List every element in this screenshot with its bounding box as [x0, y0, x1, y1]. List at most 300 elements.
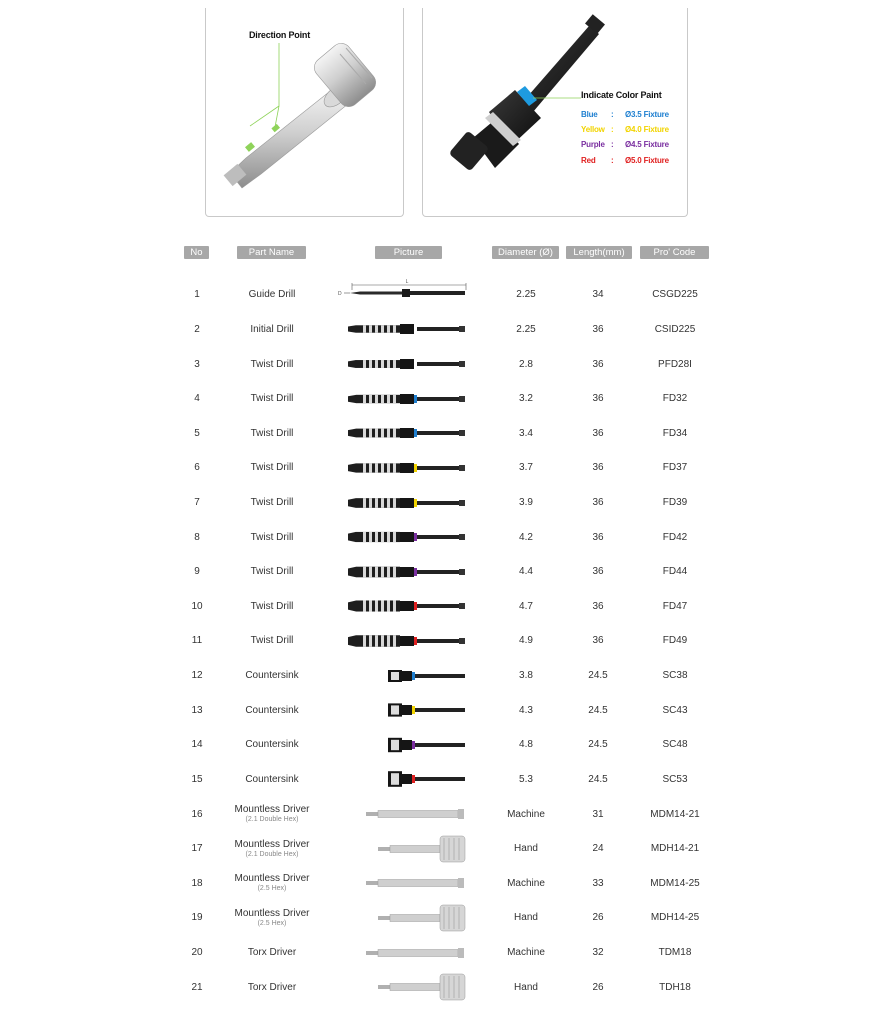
- drill-color-band: [414, 568, 417, 576]
- drill-collar: [400, 498, 414, 508]
- cell-code: [638, 762, 712, 797]
- diameter-value: 3.9: [519, 497, 533, 509]
- drill-depth-mark: [375, 360, 378, 368]
- table-row: [0, 312, 893, 347]
- drill-collar: [400, 567, 414, 577]
- cell-length: [564, 693, 632, 728]
- legend-row: [581, 140, 669, 149]
- cell-diameter: [490, 693, 562, 728]
- tool-picture: [330, 936, 475, 970]
- row-number: 1: [194, 289, 200, 301]
- cell-diameter: [490, 451, 562, 486]
- cell-no: [176, 831, 218, 866]
- dimension-l-label: L: [405, 278, 409, 285]
- cell-code: [638, 520, 712, 555]
- cell-length: [564, 970, 632, 1005]
- drill-shaft: [417, 535, 465, 539]
- cell-length: [564, 658, 632, 693]
- driver-shaft: [378, 949, 458, 956]
- part-spec: (2.1 Double Hex): [245, 816, 299, 824]
- cell-diameter: [490, 520, 562, 555]
- drill-tip: [348, 566, 356, 577]
- table-row: [0, 901, 893, 936]
- cell-picture: [330, 451, 475, 486]
- row-number: 10: [191, 600, 203, 612]
- drill-depth-mark: [375, 498, 378, 508]
- cell-picture: [330, 693, 475, 728]
- driver-tip: [378, 916, 390, 920]
- length-value: 36: [592, 462, 604, 474]
- cell-picture: [330, 866, 475, 901]
- cell-diameter: [490, 381, 562, 416]
- driver-shaft: [378, 880, 458, 887]
- cell-length: [564, 831, 632, 866]
- drill-depth-mark: [375, 463, 378, 472]
- legend-colon: :: [611, 125, 614, 135]
- drill-depth-mark: [387, 463, 390, 472]
- part-name: Twist Drill: [250, 393, 294, 405]
- cell-part-name: [222, 554, 322, 589]
- drill-depth-mark: [375, 429, 378, 438]
- drill-end: [459, 396, 465, 402]
- cell-diameter: [490, 347, 562, 382]
- drill-color-band: [414, 499, 417, 507]
- tool-picture: [330, 555, 475, 589]
- driver-end: [458, 809, 464, 819]
- cell-no: [176, 866, 218, 901]
- table-row: [0, 935, 893, 970]
- diameter-value: 4.8: [519, 739, 533, 751]
- length-value: 36: [592, 635, 604, 647]
- drill-collar: [400, 394, 414, 404]
- driver-tip: [378, 847, 390, 851]
- drill-collar: [400, 428, 414, 438]
- diameter-value: 2.25: [516, 289, 536, 301]
- drill-depth-mark: [363, 360, 366, 368]
- cell-picture: [330, 970, 475, 1005]
- drill-end: [459, 638, 465, 644]
- drill-color-band: [414, 533, 417, 541]
- table-row: [0, 797, 893, 832]
- legend-fixture-size: Ø4.0 Fixture: [625, 125, 669, 135]
- length-value: 24.5: [588, 739, 608, 751]
- tool-picture: [330, 347, 475, 381]
- drill-collar: [400, 636, 414, 646]
- driver-end: [458, 948, 464, 958]
- part-name: Countersink: [245, 773, 299, 785]
- drill-depth-mark: [369, 532, 372, 542]
- table-row: [0, 866, 893, 901]
- cell-no: [176, 416, 218, 451]
- header-diameter: Diameter (Ø): [492, 246, 559, 259]
- cell-picture: [330, 416, 475, 451]
- drill-depth-mark: [363, 566, 366, 577]
- cell-diameter: [490, 658, 562, 693]
- cell-diameter: [490, 416, 562, 451]
- drill-tip: [348, 326, 356, 333]
- cell-diameter: [490, 935, 562, 970]
- part-name: Initial Drill: [250, 323, 294, 335]
- row-number: 18: [191, 877, 203, 889]
- cell-picture: [330, 278, 475, 313]
- header-code: Pro' Code: [640, 246, 709, 259]
- diameter-value: 2.25: [516, 323, 536, 335]
- length-value: 36: [592, 600, 604, 612]
- cell-picture: [330, 762, 475, 797]
- row-number: 15: [191, 773, 203, 785]
- drill-depth-mark: [393, 532, 396, 542]
- drill-depth-mark: [393, 635, 396, 647]
- cell-part-name: [222, 451, 322, 486]
- tool-picture: [330, 520, 475, 554]
- drill-shaft: [417, 501, 465, 505]
- tool-picture: [330, 624, 475, 658]
- table-row: [0, 693, 893, 728]
- tool-picture: [330, 832, 475, 866]
- part-name: Twist Drill: [250, 531, 294, 543]
- drill-shaft: [417, 431, 465, 435]
- diameter-value: 3.2: [519, 393, 533, 405]
- diameter-value: Hand: [514, 981, 538, 993]
- drill-end: [459, 361, 465, 367]
- legend-row: [581, 125, 669, 134]
- countersink-collar: [402, 671, 412, 681]
- legend-row: [581, 110, 669, 119]
- diameter-value: Machine: [507, 877, 545, 889]
- cell-length: [564, 485, 632, 520]
- cell-no: [176, 589, 218, 624]
- drill-shaft: [417, 604, 465, 608]
- length-value: 33: [592, 877, 604, 889]
- cell-part-name: [222, 658, 322, 693]
- drill-depth-mark: [381, 635, 384, 647]
- drill-depth-mark: [369, 429, 372, 438]
- diameter-value: 4.7: [519, 600, 533, 612]
- row-number: 13: [191, 704, 203, 716]
- cell-part-name: [222, 520, 322, 555]
- legend-row: [581, 156, 669, 165]
- diameter-value: 2.8: [519, 358, 533, 370]
- drill-depth-mark: [381, 532, 384, 542]
- drill-depth-mark: [381, 498, 384, 508]
- drill-depth-mark: [393, 326, 396, 333]
- legend-fixture-size: Ø3.5 Fixture: [625, 110, 669, 119]
- drill-depth-mark: [387, 360, 390, 368]
- cell-no: [176, 693, 218, 728]
- cell-length: [564, 381, 632, 416]
- drill-end: [459, 534, 465, 540]
- drill-depth-mark: [387, 326, 390, 333]
- cell-diameter: [490, 554, 562, 589]
- legend-color-name: Red: [581, 155, 596, 165]
- cell-length: [564, 312, 632, 347]
- drill-depth-mark: [369, 601, 372, 612]
- cell-code: [638, 312, 712, 347]
- drill-collar: [400, 532, 414, 542]
- drill-tip: [348, 394, 356, 402]
- cell-code: [638, 554, 712, 589]
- driver-tip: [378, 985, 390, 989]
- drill-depth-mark: [381, 360, 384, 368]
- cell-picture: [330, 624, 475, 659]
- diameter-value: 5.3: [519, 773, 533, 785]
- part-name: Mountless Driver: [234, 873, 310, 885]
- drill-depth-mark: [393, 463, 396, 472]
- product-code: SC38: [662, 670, 688, 682]
- countersink-color-band: [412, 775, 415, 783]
- part-name: Twist Drill: [250, 566, 294, 578]
- cell-no: [176, 728, 218, 763]
- cell-no: [176, 381, 218, 416]
- cell-diameter: [490, 728, 562, 763]
- cell-picture: [330, 901, 475, 936]
- length-value: 36: [592, 393, 604, 405]
- cell-picture: [330, 831, 475, 866]
- drill-depth-mark: [387, 532, 390, 542]
- cell-part-name: [222, 693, 322, 728]
- row-number: 12: [191, 670, 203, 682]
- table-row: [0, 416, 893, 451]
- cell-length: [564, 901, 632, 936]
- cell-length: [564, 278, 632, 313]
- cell-code: [638, 935, 712, 970]
- legend-fixture-size: Ø5.0 Fixture: [625, 155, 669, 165]
- part-name: Torx Driver: [247, 981, 297, 993]
- cell-part-name: [222, 866, 322, 901]
- part-name: Countersink: [245, 739, 299, 751]
- countersink-color-band: [412, 672, 415, 680]
- part-name: Mountless Driver: [234, 908, 310, 920]
- drill-tip: [348, 498, 356, 508]
- drill-depth-mark: [381, 566, 384, 577]
- cell-picture: [330, 520, 475, 555]
- product-code: MDM14-21: [650, 808, 700, 820]
- countersink-color-band: [412, 706, 415, 714]
- drill-tip: [348, 532, 356, 542]
- drill-depth-mark: [375, 326, 378, 333]
- part-name: Mountless Driver: [234, 838, 310, 850]
- countersink-collar: [402, 740, 412, 750]
- drill-depth-mark: [393, 429, 396, 438]
- cell-code: [638, 901, 712, 936]
- cell-part-name: [222, 416, 322, 451]
- drill-tip: [348, 429, 356, 438]
- countersink-shaft: [415, 777, 465, 781]
- row-number: 5: [194, 427, 200, 439]
- countersink-shaft: [415, 743, 465, 747]
- length-value: 32: [592, 947, 604, 959]
- drill-depth-mark: [381, 429, 384, 438]
- table-row: [0, 381, 893, 416]
- diameter-value: Machine: [507, 808, 545, 820]
- drill-depth-mark: [393, 394, 396, 402]
- length-value: 36: [592, 358, 604, 370]
- drill-depth-mark: [369, 498, 372, 508]
- drill-depth-mark: [381, 463, 384, 472]
- product-code: SC48: [662, 739, 688, 751]
- legend-colon: :: [611, 110, 614, 119]
- cell-no: [176, 278, 218, 313]
- row-number: 6: [194, 462, 200, 474]
- cell-part-name: [222, 312, 322, 347]
- cell-picture: [330, 728, 475, 763]
- part-spec: (2.5 Hex): [257, 920, 287, 928]
- drill-depth-mark: [393, 601, 396, 612]
- tool-picture: [330, 451, 475, 485]
- table-row: [0, 520, 893, 555]
- row-number: 21: [191, 981, 203, 993]
- cell-code: [638, 866, 712, 901]
- cell-code: [638, 831, 712, 866]
- drill-depth-mark: [381, 326, 384, 333]
- cell-picture: [330, 589, 475, 624]
- drill-depth-mark: [363, 601, 366, 612]
- diameter-value: 3.7: [519, 462, 533, 474]
- cell-diameter: [490, 970, 562, 1005]
- drill-end: [459, 500, 465, 506]
- drill-color-band: [414, 602, 417, 610]
- cell-diameter: [490, 762, 562, 797]
- cell-no: [176, 935, 218, 970]
- cell-part-name: [222, 624, 322, 659]
- drill-depth-mark: [363, 463, 366, 472]
- drill-depth-mark: [387, 635, 390, 647]
- drill-shaft: [417, 570, 465, 574]
- drill-depth-mark: [363, 498, 366, 508]
- length-value: 26: [592, 981, 604, 993]
- drill-collar: [400, 359, 414, 369]
- product-code: TDH18: [659, 981, 691, 993]
- cell-code: [638, 970, 712, 1005]
- part-name: Mountless Driver: [234, 804, 310, 816]
- length-value: 24.5: [588, 773, 608, 785]
- drill-color-band: [414, 637, 417, 645]
- product-code: PFD28I: [658, 358, 692, 370]
- driver-tip: [366, 881, 378, 885]
- table-row: [0, 831, 893, 866]
- row-number: 14: [191, 739, 203, 751]
- drill-depth-mark: [363, 429, 366, 438]
- cell-part-name: [222, 278, 322, 313]
- cell-picture: [330, 658, 475, 693]
- diameter-value: 4.9: [519, 635, 533, 647]
- drill-depth-mark: [369, 566, 372, 577]
- cell-no: [176, 520, 218, 555]
- tool-picture: [330, 278, 475, 312]
- drill-collar: [400, 463, 414, 473]
- product-code: TDM18: [658, 947, 692, 959]
- row-number: 3: [194, 358, 200, 370]
- drill-depth-mark: [387, 601, 390, 612]
- drill-depth-mark: [363, 532, 366, 542]
- driver-shaft: [390, 845, 440, 852]
- drill-depth-mark: [375, 601, 378, 612]
- drill-collar: [400, 324, 414, 334]
- row-number: 7: [194, 497, 200, 509]
- countersink-mark: [391, 672, 399, 680]
- cell-length: [564, 451, 632, 486]
- row-number: 8: [194, 531, 200, 543]
- length-value: 24: [592, 843, 604, 855]
- diameter-value: 4.4: [519, 566, 533, 578]
- length-value: 34: [592, 289, 604, 301]
- part-name: Countersink: [245, 704, 299, 716]
- table-row: [0, 728, 893, 763]
- part-spec: (2.1 Double Hex): [245, 850, 299, 858]
- cell-no: [176, 554, 218, 589]
- row-number: 11: [191, 635, 203, 647]
- countersink-color-band: [412, 741, 415, 749]
- drill-tip: [348, 463, 356, 472]
- tool-picture: [330, 797, 475, 831]
- cell-diameter: [490, 312, 562, 347]
- cell-code: [638, 658, 712, 693]
- cell-code: [638, 381, 712, 416]
- drill-shank: [360, 291, 402, 294]
- table-row: [0, 278, 893, 313]
- product-code: FD47: [662, 600, 688, 612]
- length-value: 24.5: [588, 704, 608, 716]
- drill-depth-mark: [363, 394, 366, 402]
- cell-picture: [330, 797, 475, 832]
- drill-depth-mark: [375, 635, 378, 647]
- cell-length: [564, 554, 632, 589]
- countersink-mark: [391, 774, 399, 786]
- tool-picture: [330, 728, 475, 762]
- cell-code: [638, 278, 712, 313]
- cell-length: [564, 416, 632, 451]
- drill-shaft: [417, 639, 465, 643]
- cell-part-name: [222, 831, 322, 866]
- cell-code: [638, 416, 712, 451]
- part-name: Twist Drill: [250, 635, 294, 647]
- drill-color-band: [414, 429, 417, 437]
- drill-depth-mark: [387, 429, 390, 438]
- length-value: 36: [592, 566, 604, 578]
- cell-no: [176, 451, 218, 486]
- drill-depth-mark: [369, 463, 372, 472]
- drill-shaft: [417, 362, 465, 366]
- row-number: 17: [191, 843, 203, 855]
- length-value: 31: [592, 808, 604, 820]
- product-code: FD32: [662, 393, 688, 405]
- legend-colon: :: [611, 155, 614, 165]
- length-value: 26: [592, 912, 604, 924]
- cell-diameter: [490, 278, 562, 313]
- countersink-shaft: [415, 708, 465, 712]
- tool-picture: [330, 486, 475, 520]
- drill-depth-mark: [369, 360, 372, 368]
- drill-depth-mark: [381, 601, 384, 612]
- product-code: MDH14-21: [650, 843, 700, 855]
- tool-picture: [330, 866, 475, 900]
- cell-part-name: [222, 347, 322, 382]
- cell-picture: [330, 381, 475, 416]
- cell-diameter: [490, 901, 562, 936]
- product-code: FD39: [662, 497, 688, 509]
- cell-length: [564, 728, 632, 763]
- length-value: 36: [592, 323, 604, 335]
- table-row: [0, 624, 893, 659]
- table-row: [0, 451, 893, 486]
- cell-code: [638, 693, 712, 728]
- cell-diameter: [490, 797, 562, 832]
- row-number: 9: [194, 566, 200, 578]
- drill-depth-mark: [375, 566, 378, 577]
- part-name: Twist Drill: [250, 427, 294, 439]
- cell-part-name: [222, 589, 322, 624]
- cell-part-name: [222, 970, 322, 1005]
